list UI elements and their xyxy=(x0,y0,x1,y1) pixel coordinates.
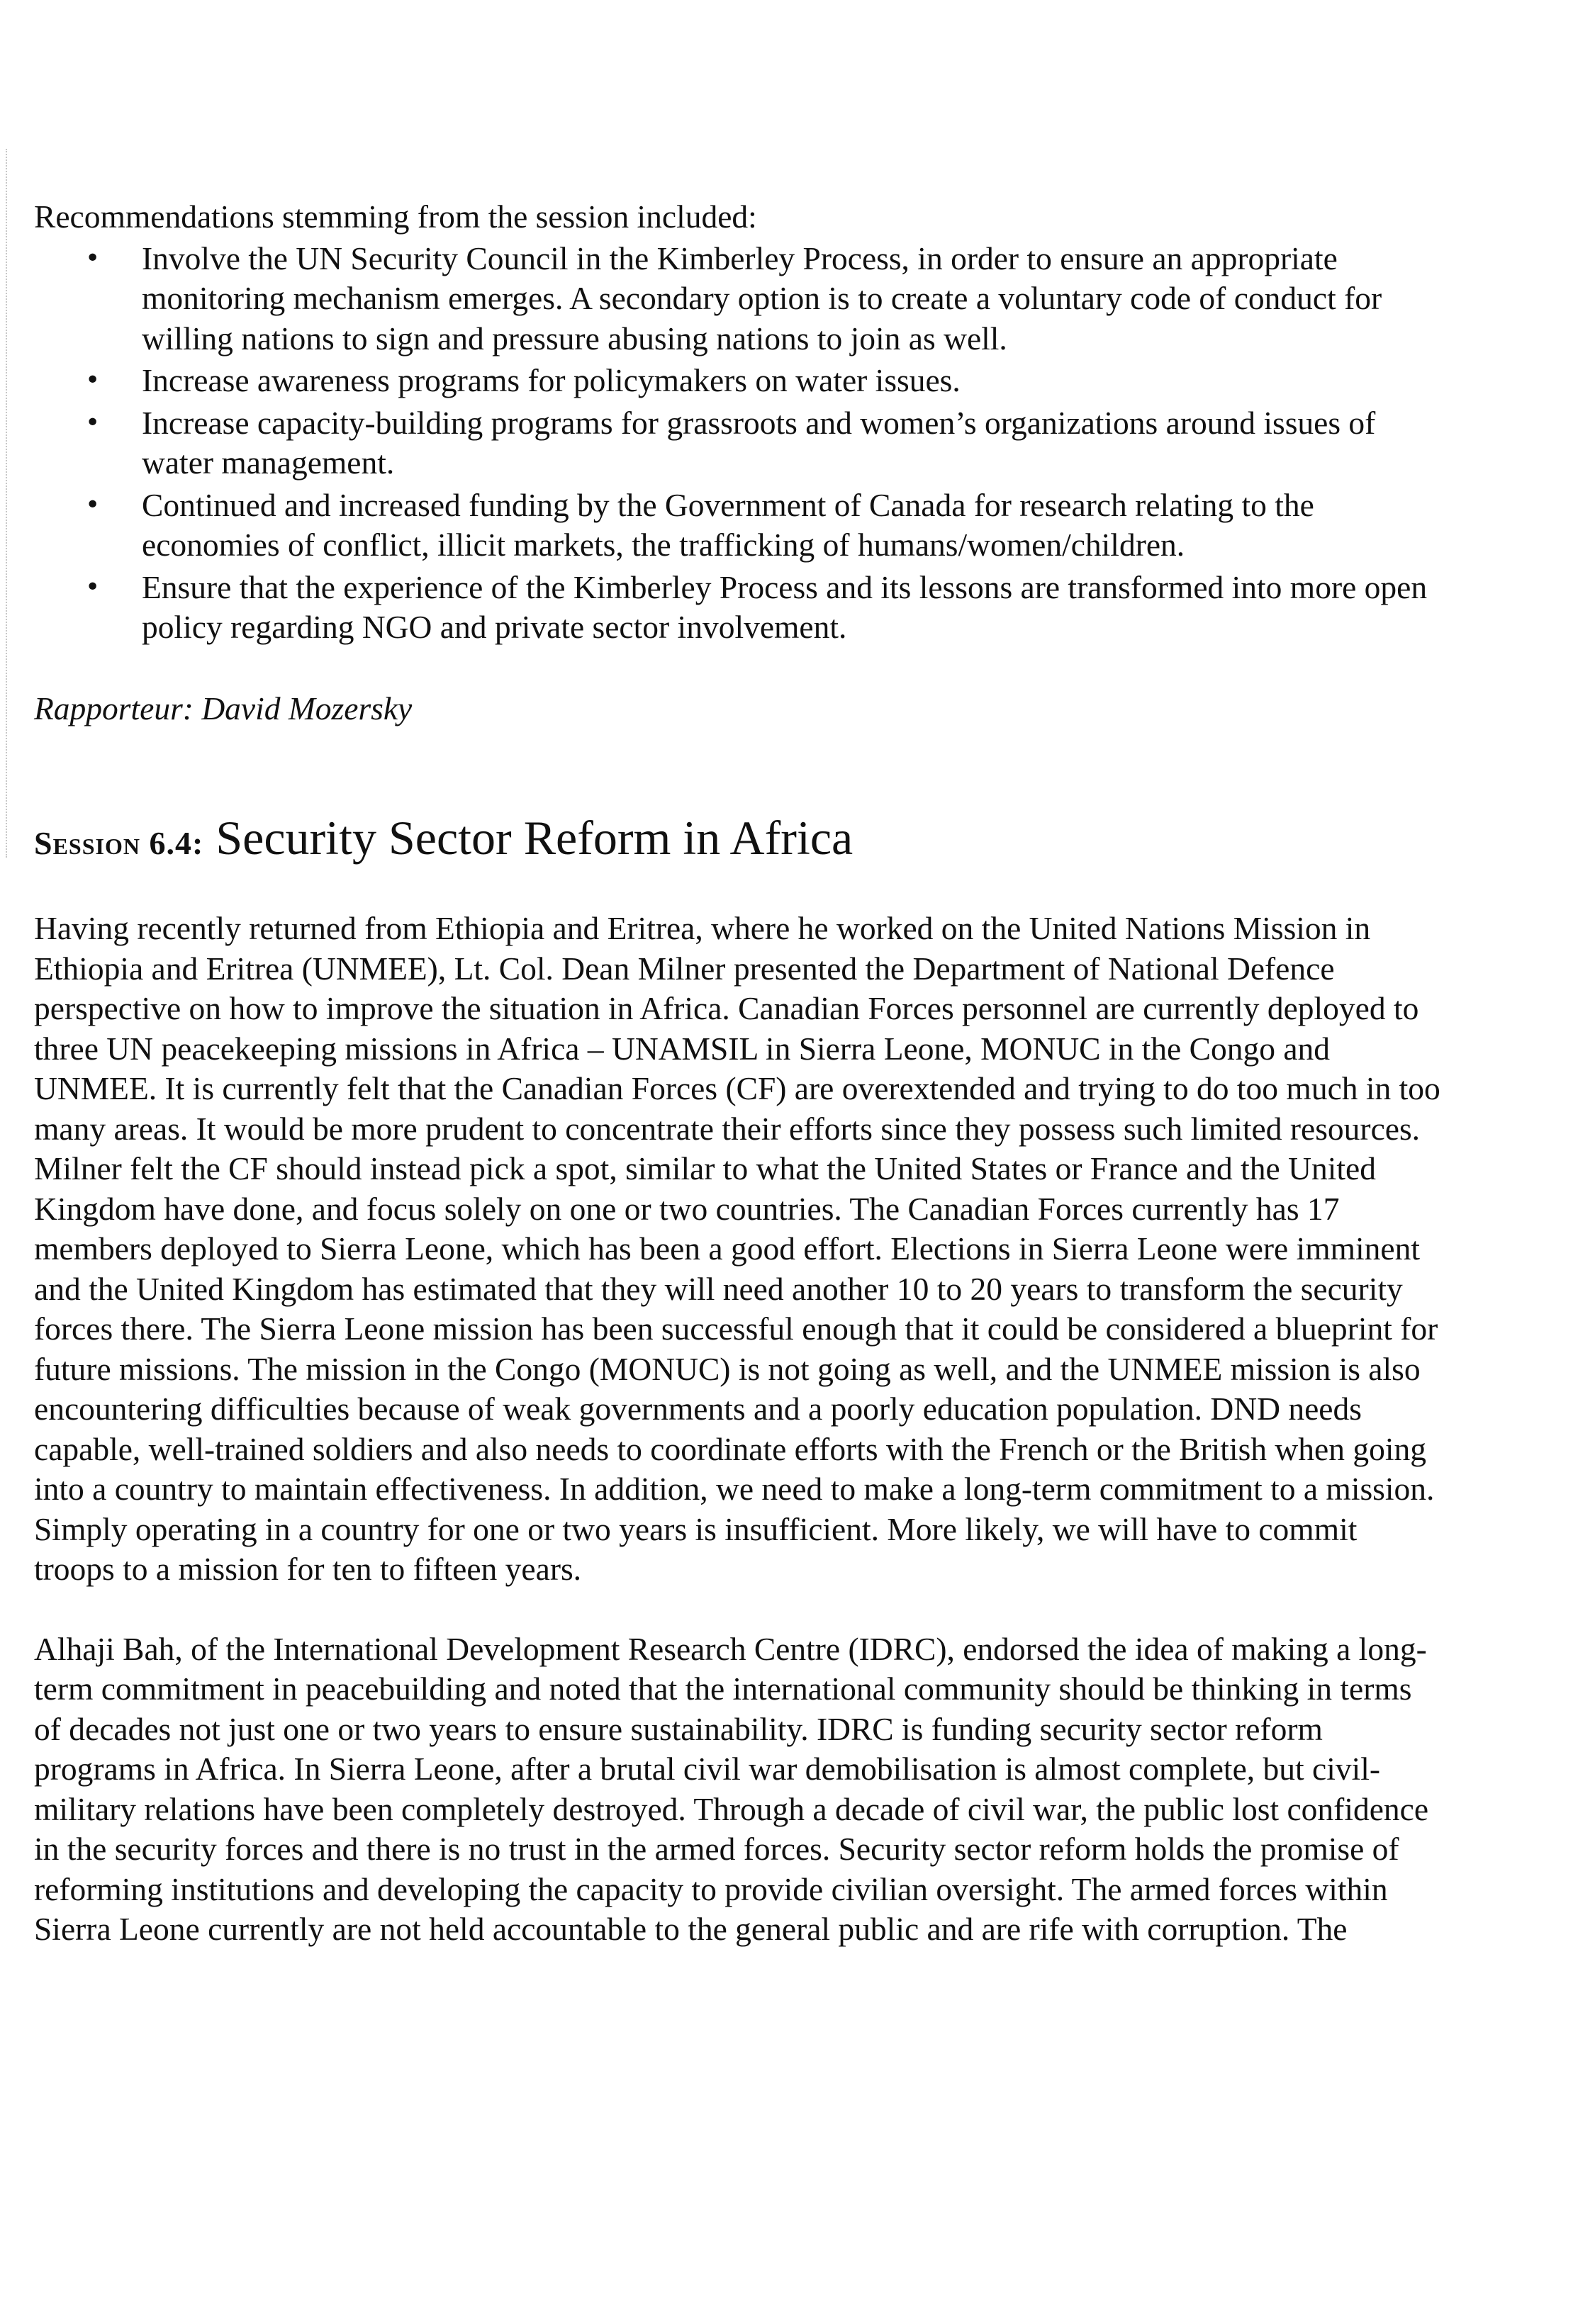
bullet-icon: • xyxy=(85,572,101,602)
scan-margin-artifact xyxy=(6,149,17,858)
section-heading xyxy=(34,811,1445,870)
bullet-icon: • xyxy=(85,243,101,273)
bullet-icon: • xyxy=(85,366,101,395)
body-paragraph-bah: Alhaji Bah, of the International Development Research Centre (IDRC), endorsed the idea of making a long-term commitment in peacebuilding and noted that the international community should be thinking in terms of decades not just one or two years to ensure sustainability. IDRC is funding security sector reform programs in Africa. In Sierra Leone, after a brutal civil war demobilisation is almost complete, but civil-military relations have been completely destroyed. Through a decade of civil war, the public lost confidence in the security forces and there is no trust in the armed forces. Security sector reform holds the promise of reforming institutions and developing the capacity to provide civilian oversight. The armed forces within Sierra Leone currently are not held accountable to the general public and are rife with corruption. The xyxy=(34,1630,1429,1947)
recommendation-text: Involve the UN Security Council in the Kimberley Process, in order to ensure an appropriate monitoring mechanism emerges. A secondary option is to create a voluntary code of conduct for willing nations to sign and pressure abusing nations to join as well. xyxy=(142,240,1382,357)
bullet-icon: • xyxy=(85,490,101,520)
recommendations-intro: Recommendations stemming from the session included: xyxy=(34,198,757,235)
recommendations-list xyxy=(34,239,1445,648)
list-item xyxy=(34,361,1445,401)
list-item xyxy=(34,485,1445,566)
recommendation-text: Continued and increased funding by the Government of Canada for research relating to the economies of conflict, illicit markets, the trafficking of humans/women/children. xyxy=(142,486,1314,563)
session-number-label: Session 6.4: xyxy=(34,825,204,861)
session-title: Security Sector Reform in Africa xyxy=(216,811,854,865)
list-item xyxy=(34,568,1445,648)
document-body xyxy=(34,197,1445,1950)
body-paragraph-milner: Having recently returned from Ethiopia and Eritrea, where he worked on the United Nations Mission in Ethiopia and Eritrea (UNMEE), Lt. Col. Dean Milner presented the Department of National Defence perspective on how to improve the situation in Africa. Canadian Forces personnel are currently deployed to three UN peacekeeping missions in Africa – UNAMSIL in Sierra Leone, MONUC in the Congo and UNMEE. It is currently felt that the Canadian Forces (CF) are overextended and trying to do too much in too many areas. It would be more prudent to concentrate their efforts since they possess such limited resources. Milner felt the CF should instead pick a spot, similar to what the United States or France and the United Kingdom have done, and focus solely on one or two countries. The Canadian Forces currently has 17 members deployed to Sierra Leone, which has been a good effort. Elections in Sierra Leone were imminent and the United Kingdom has estimated that they will need another 10 to 20 years to transform the security forces there. The Sierra Leone mission has been successful enough that it could be considered a blueprint for future missions. The mission in the Congo (MONUC) is not going as well, and the UNMEE mission is also encountering difficulties because of weak governments and a poorly education population. DND needs capable, well-trained soldiers and also needs to coordinate efforts with the French or the British when going into a country to maintain effectiveness. In addition, we need to make a long-term commitment to a mission. Simply operating in a country for one or two years is insufficient. More likely, we will have to commit troops to a mission for ten to fifteen years. xyxy=(34,910,1440,1587)
rapporteur-line: Rapporteur: David Mozersky xyxy=(34,690,413,726)
recommendation-text: Increase capacity-building programs for grassroots and women’s organizations around issues of water management. xyxy=(142,404,1376,481)
recommendation-text: Increase awareness programs for policymakers on water issues. xyxy=(142,362,961,398)
list-item xyxy=(34,239,1445,359)
list-item xyxy=(34,403,1445,483)
bullet-icon: • xyxy=(85,408,101,437)
recommendation-text: Ensure that the experience of the Kimberley Process and its lessons are transformed into more open policy regarding NGO and private sector involvement. xyxy=(142,568,1428,645)
